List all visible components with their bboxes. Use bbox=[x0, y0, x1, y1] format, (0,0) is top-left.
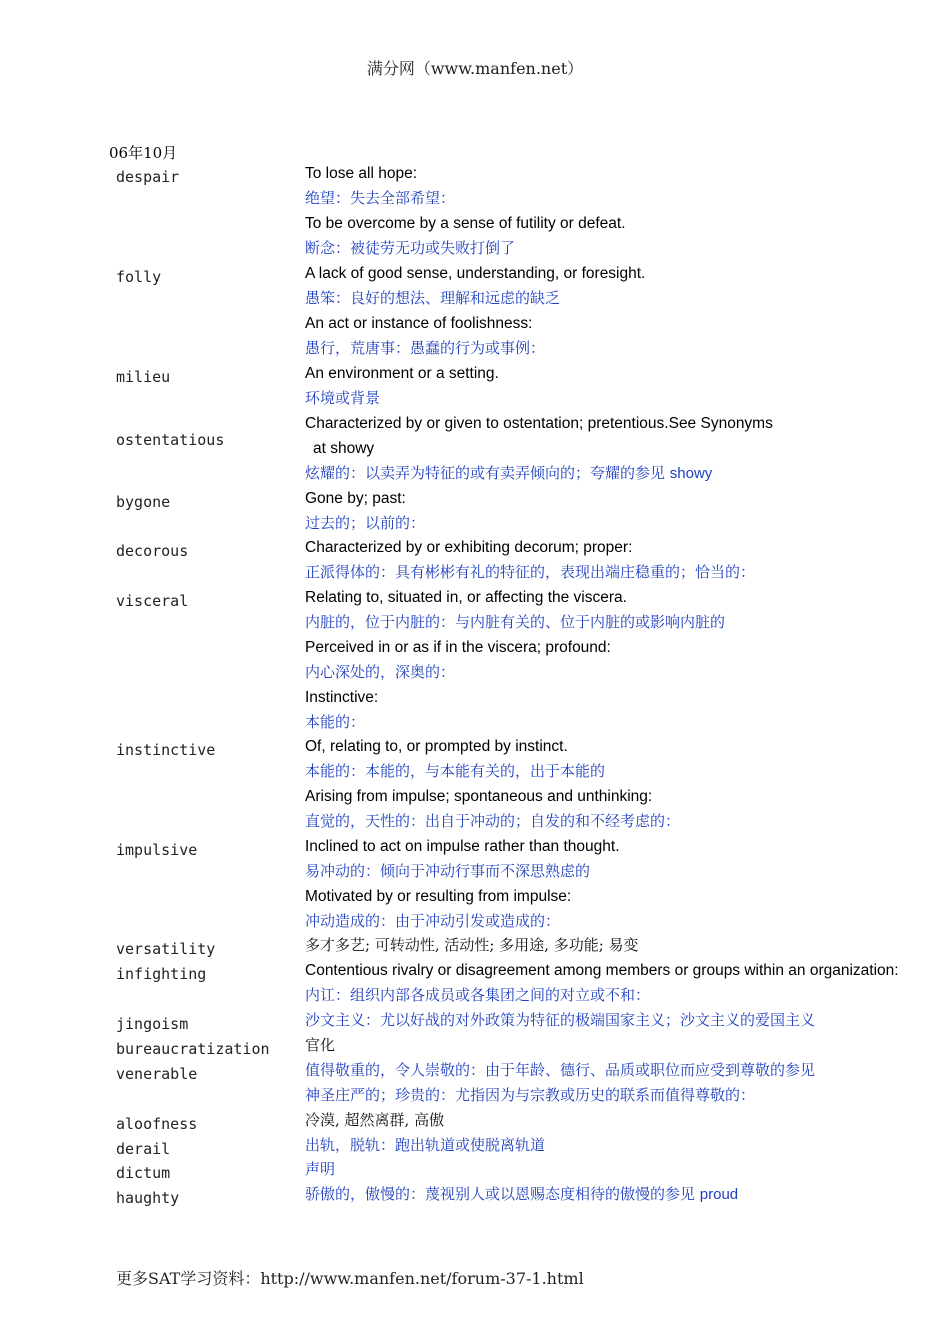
definition-text: 骄傲的，傲慢的：蔑视别人或以恩赐态度相待的傲慢的参见 bbox=[305, 1185, 700, 1203]
definition-english bbox=[305, 635, 611, 660]
vocab-word: milieu bbox=[116, 368, 171, 386]
definition-english bbox=[305, 685, 378, 710]
definition-text: Motivated by or resulting from impulse: bbox=[305, 888, 572, 905]
definition-text: 愚行，荒唐事：愚蠢的行为或事例： bbox=[305, 339, 546, 357]
definition-english bbox=[305, 784, 652, 809]
definition-text: 内心深处的，深奥的： bbox=[305, 663, 456, 681]
definition-text: To be overcome by a sense of futility or defeat. bbox=[305, 215, 626, 232]
definition-chinese bbox=[305, 610, 725, 635]
vocab-word: versatility bbox=[116, 940, 216, 958]
definition-text: 环境或背景 bbox=[305, 389, 381, 407]
definition-chinese bbox=[305, 286, 560, 311]
vocab-word: derail bbox=[116, 1140, 171, 1158]
definition-text: An act or instance of foolishness: bbox=[305, 315, 533, 332]
definition-english bbox=[305, 535, 632, 560]
vocab-word: despair bbox=[116, 168, 180, 186]
definition-chinese bbox=[305, 560, 755, 585]
definition-text: 沙文主义：尤以好战的对外政策为特征的极端国家主义；沙文主义的爱国主义 bbox=[305, 1011, 816, 1029]
definition-chinese bbox=[305, 1083, 755, 1108]
definition-text: 愚笨：良好的想法、理解和远虑的缺乏 bbox=[305, 289, 561, 307]
definition-text: 多才多艺; 可转动性, 活动性; 多用途, 多功能; 易变 bbox=[305, 936, 639, 954]
vocab-word: visceral bbox=[116, 592, 189, 610]
vocab-word: infighting bbox=[116, 965, 207, 983]
definition-text: 本能的： bbox=[305, 713, 366, 731]
see-also-reference: proud bbox=[699, 1186, 739, 1203]
definition-text: 炫耀的：以卖弄为特征的或有卖弄倾向的；夸耀的参见 bbox=[305, 464, 670, 482]
definition-chinese bbox=[305, 710, 365, 735]
definition-english bbox=[305, 161, 417, 186]
definition-chinese bbox=[305, 1008, 815, 1033]
definition-text: To lose all hope: bbox=[305, 165, 418, 182]
definition-chinese bbox=[305, 809, 680, 834]
definition-text: 出轨，脱轨：跑出轨道或使脱离轨道 bbox=[305, 1136, 546, 1154]
definition-english bbox=[305, 958, 899, 983]
definition-chinese bbox=[305, 236, 515, 261]
vocab-word: decorous bbox=[116, 542, 189, 560]
definition-text: Arising from impulse; spontaneous and unthinking: bbox=[305, 788, 653, 805]
definition-chinese bbox=[305, 1157, 335, 1182]
definition-text: 直觉的，天性的：出自于冲动的；自发的和不经考虑的： bbox=[305, 812, 681, 830]
definition-text: 声明 bbox=[305, 1160, 336, 1178]
definition-text: Gone by; past: bbox=[305, 490, 406, 507]
definition-text: 本能的：本能的，与本能有关的，出于本能的 bbox=[305, 762, 606, 780]
definition-english bbox=[305, 734, 568, 759]
definition-chinese bbox=[305, 1033, 335, 1058]
definition-chinese bbox=[305, 1133, 545, 1158]
definition-text: Contentious rivalry or disagreement among members or groups within an organization: bbox=[305, 962, 899, 979]
definition-chinese bbox=[305, 336, 545, 361]
definition-chinese bbox=[305, 933, 639, 958]
definition-text: Characterized by or given to ostentation; pretentious.See Synonyms bbox=[305, 415, 773, 432]
definition-text: 绝望：失去全部希望： bbox=[305, 189, 456, 207]
definition-text: at showy bbox=[313, 440, 375, 457]
definition-english bbox=[305, 361, 499, 386]
page-header: 满分网（www.manfen.net） bbox=[366, 59, 584, 78]
see-also-reference: showy bbox=[669, 465, 713, 482]
definition-text: 过去的；以前的： bbox=[305, 514, 426, 532]
definition-text: An environment or a setting. bbox=[305, 365, 499, 382]
vocab-word: ostentatious bbox=[116, 431, 225, 449]
definition-text: Perceived in or as if in the viscera; profound: bbox=[305, 639, 611, 656]
definition-english bbox=[305, 411, 773, 436]
definition-text: Relating to, situated in, or affecting the viscera. bbox=[305, 589, 627, 606]
vocab-word: bygone bbox=[116, 493, 171, 511]
definition-english bbox=[305, 311, 532, 336]
definition-text: Instinctive: bbox=[305, 689, 379, 706]
vocab-word: haughty bbox=[116, 1189, 180, 1207]
definition-chinese bbox=[305, 186, 455, 211]
definition-text: 冷漠, 超然离群, 高傲 bbox=[305, 1111, 445, 1129]
definition-english bbox=[305, 261, 645, 286]
definition-text: 内讧：组织内部各成员或各集团之间的对立或不和： bbox=[305, 986, 651, 1004]
definition-english bbox=[305, 884, 571, 909]
definition-chinese bbox=[305, 660, 455, 685]
definition-text: A lack of good sense, understanding, or foresight. bbox=[305, 265, 646, 282]
definition-english bbox=[305, 834, 620, 859]
definition-text: 正派得体的：具有彬彬有礼的特征的，表现出端庄稳重的；恰当的： bbox=[305, 563, 756, 581]
definition-chinese bbox=[305, 1182, 738, 1207]
definition-text: 易冲动的：倾向于冲动行事而不深思熟虑的 bbox=[305, 862, 591, 880]
definition-chinese bbox=[305, 859, 590, 884]
definition-chinese bbox=[305, 1058, 815, 1083]
vocab-word: bureaucratization bbox=[116, 1040, 270, 1058]
vocab-word: jingoism bbox=[116, 1015, 189, 1033]
definition-english bbox=[305, 486, 406, 511]
definition-text: 断念：被徒劳无功或失败打倒了 bbox=[305, 239, 516, 257]
vocab-word: folly bbox=[116, 268, 162, 286]
definition-english bbox=[305, 585, 627, 610]
vocab-word: aloofness bbox=[116, 1115, 198, 1133]
definition-chinese bbox=[305, 983, 650, 1008]
definition-text: Characterized by or exhibiting decorum; proper: bbox=[305, 539, 633, 556]
definition-text: Of, relating to, or prompted by instinct. bbox=[305, 738, 568, 755]
vocab-word: venerable bbox=[116, 1065, 198, 1083]
definition-text: 官化 bbox=[305, 1036, 336, 1054]
definition-text: 内脏的，位于内脏的：与内脏有关的、位于内脏的或影响内脏的 bbox=[305, 613, 726, 631]
definition-text: 值得敬重的，令人崇敬的：由于年龄、德行、品质或职位而应受到尊敬的参见 bbox=[305, 1061, 816, 1079]
vocab-word: impulsive bbox=[116, 841, 198, 859]
page-footer: 更多SAT学习资料：http://www.manfen.net/forum-37-1.html bbox=[116, 1269, 584, 1288]
definition-english bbox=[305, 211, 626, 236]
definition-chinese bbox=[305, 1108, 444, 1133]
definition-text: 神圣庄严的；珍贵的：尤指因为与宗教或历史的联系而值得尊敬的： bbox=[305, 1086, 756, 1104]
date-heading: 06年10月 bbox=[109, 144, 178, 162]
definition-chinese bbox=[305, 461, 712, 486]
definition-chinese bbox=[305, 511, 425, 536]
definition-text: 冲动造成的：由于冲动引发或造成的： bbox=[305, 912, 561, 930]
definition-english bbox=[313, 436, 374, 461]
definition-chinese bbox=[305, 759, 605, 784]
vocab-word: instinctive bbox=[116, 741, 216, 759]
definition-chinese bbox=[305, 909, 560, 934]
definition-text: Inclined to act on impulse rather than thought. bbox=[305, 838, 620, 855]
vocab-word: dictum bbox=[116, 1164, 171, 1182]
definition-chinese bbox=[305, 386, 380, 411]
